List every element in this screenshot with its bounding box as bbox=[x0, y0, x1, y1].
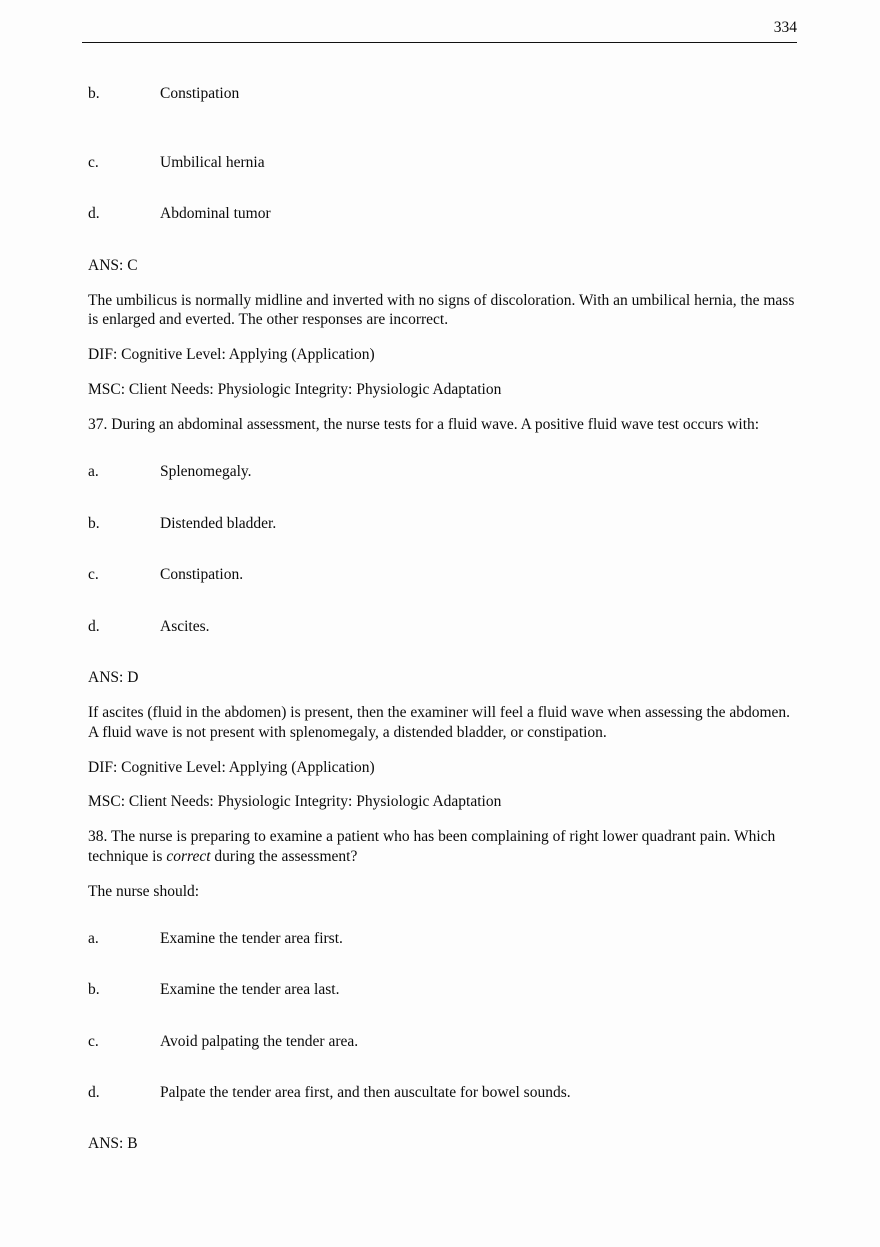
option-row-a bbox=[88, 462, 796, 481]
option-letter: a. bbox=[88, 463, 99, 481]
option-text: Ascites. bbox=[160, 617, 210, 635]
option-text: Constipation. bbox=[160, 566, 244, 584]
answer-key-line: ANS: B bbox=[88, 1135, 138, 1153]
answer-key-line: ANS: C bbox=[88, 256, 138, 274]
option-row-d bbox=[88, 204, 796, 223]
dif-line: DIF: Cognitive Level: Applying (Application) bbox=[88, 346, 375, 364]
option-row-b bbox=[88, 84, 796, 103]
option-text: Palpate the tender area first, and then auscultate for bowel sounds. bbox=[160, 1084, 571, 1102]
question-38-text bbox=[88, 827, 796, 866]
rationale-text: If ascites (fluid in the abdomen) is present, then the examiner will feel a fluid wave when assessing the abdomen. A fluid wave is not present with splenomegaly, a distended bladder, or constipation. bbox=[88, 704, 791, 741]
option-text: Examine the tender area last. bbox=[160, 981, 340, 999]
page-content bbox=[0, 43, 880, 1154]
option-letter: b. bbox=[88, 84, 100, 102]
option-letter: d. bbox=[88, 617, 100, 635]
dif-line: DIF: Cognitive Level: Applying (Application) bbox=[88, 758, 375, 776]
option-text: Avoid palpating the tender area. bbox=[160, 1032, 359, 1050]
option-letter: c. bbox=[88, 566, 99, 584]
question-38-part-2: during the assessment? bbox=[210, 847, 358, 865]
option-text: Constipation bbox=[160, 84, 240, 102]
msc-line: MSC: Client Needs: Physiologic Integrity: Physiologic Adaptation bbox=[88, 793, 502, 811]
option-row-d bbox=[88, 1083, 796, 1102]
option-text: Examine the tender area first. bbox=[160, 929, 343, 947]
option-letter: c. bbox=[88, 153, 99, 171]
option-row-c bbox=[88, 1032, 796, 1051]
page-number: 334 bbox=[773, 19, 797, 36]
option-letter: b. bbox=[88, 514, 100, 532]
option-letter: d. bbox=[88, 1084, 100, 1102]
page-header bbox=[82, 0, 797, 43]
option-row-c bbox=[88, 565, 796, 584]
question-38-italic-word: correct bbox=[166, 847, 211, 865]
lead-in-line: The nurse should: bbox=[88, 882, 200, 900]
option-text: Abdominal tumor bbox=[160, 205, 271, 223]
option-row-d bbox=[88, 617, 796, 636]
option-text: Distended bladder. bbox=[160, 514, 277, 532]
option-text: Splenomegaly. bbox=[160, 463, 252, 481]
rationale-text: The umbilicus is normally midline and inverted with no signs of discoloration. With an umbilical hernia, the mass is enlarged and everted. The other responses are incorrect. bbox=[88, 292, 795, 329]
msc-line: MSC: Client Needs: Physiologic Integrity: Physiologic Adaptation bbox=[88, 381, 502, 399]
question-38-part-1: 38. The nurse is preparing to examine a patient who has been complaining of right lower quadrant pain. Which technique is bbox=[88, 828, 776, 865]
option-row-b bbox=[88, 514, 796, 533]
option-text: Umbilical hernia bbox=[160, 153, 265, 171]
option-letter: a. bbox=[88, 929, 99, 947]
option-row-c bbox=[88, 153, 796, 172]
option-row-a bbox=[88, 929, 796, 948]
option-letter: d. bbox=[88, 205, 100, 223]
option-letter: c. bbox=[88, 1032, 99, 1050]
option-row-b bbox=[88, 980, 796, 999]
answer-key-line: ANS: D bbox=[88, 668, 139, 686]
option-letter: b. bbox=[88, 981, 100, 999]
question-37-text: 37. During an abdominal assessment, the nurse tests for a fluid wave. A positive fluid wave test occurs with: bbox=[88, 416, 760, 434]
